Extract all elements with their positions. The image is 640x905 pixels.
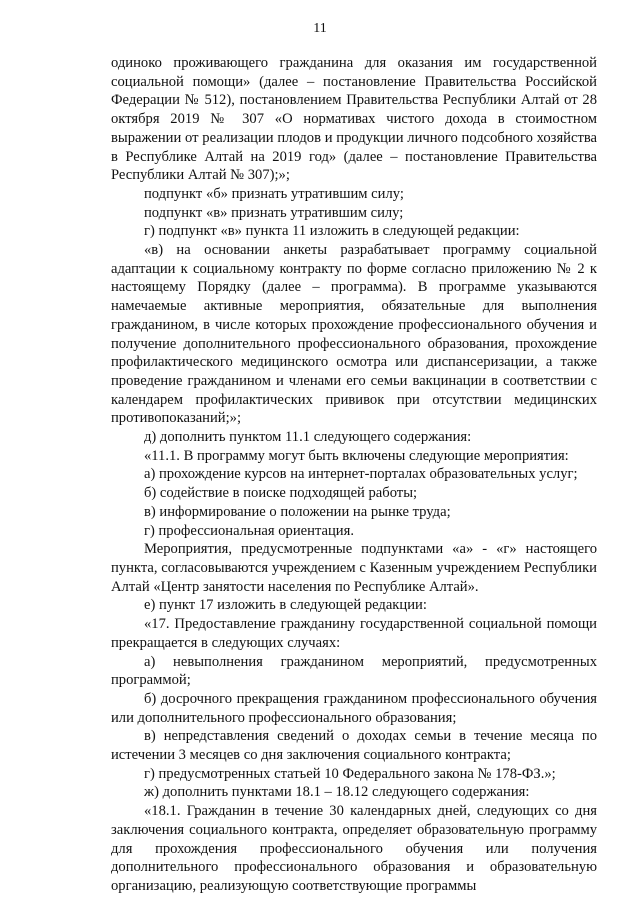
paragraph-17: в) непредставления сведений о доходах семьи в течение месяца по истечении 3 месяцев со дня заключения социального контракта;: [111, 728, 597, 764]
paragraph-7: «11.1. В программу могут быть включены следующие мероприятия:: [144, 447, 569, 464]
paragraph-3: подпункт «в» признать утратившим силу;: [144, 204, 404, 221]
paragraph-2: подпункт «б» признать утратившим силу;: [144, 185, 404, 202]
paragraph-12: Мероприятия, предусмотренные подпунктами «а» - «г» настоящего пункта, согласовываются учреждением с Казенным учреждением Республики Алтай «Центр занятости населения по Республике Алтай».: [111, 541, 597, 595]
paragraph-4: г) подпункт «в» пункта 11 изложить в следующей редакции:: [144, 223, 520, 240]
paragraph-20: «18.1. Гражданин в течение 30 календарных дней, следующих со дня заключения социального контракта, определяет образовательную программу для прохождения профессионального обучения или получения дополнительного профессионального образования и образовательную организацию, реализующую соответствующие программы: [111, 803, 597, 894]
paragraph-6: д) дополнить пунктом 11.1 следующего содержания:: [144, 429, 472, 446]
document-body: [111, 54, 597, 896]
paragraph-11: г) профессиональная ориентация.: [144, 522, 354, 539]
paragraph-13: е) пункт 17 изложить в следующей редакции:: [144, 597, 427, 614]
page-number: 11: [313, 21, 327, 36]
paragraph-9: б) содействие в поиске подходящей работы;: [144, 485, 418, 502]
paragraph-18: г) предусмотренных статьей 10 Федерального закона № 178-ФЗ.»;: [144, 765, 556, 782]
paragraph-15: а) невыполнения гражданином мероприятий, предусмотренных программой;: [111, 653, 597, 689]
paragraph-19: ж) дополнить пунктами 18.1 – 18.12 следующего содержания:: [144, 784, 530, 801]
paragraph-10: в) информирование о положении на рынке труда;: [144, 503, 451, 520]
paragraph-16: б) досрочного прекращения гражданином профессионального обучения или дополнительного профессионального образования;: [111, 690, 597, 726]
paragraph-1: одиноко проживающего гражданина для оказания им государственной социальной помощи» (далее – постановление Правительства Российской Федерации № 512), постановлением Правительства Республики Алтай от 28 октября 2019 № 307 «О нормативах чистого дохода в стоимостном выражении от реализации плодов и продукции личного подсобного хозяйства в Республике Алтай на 2019 год» (далее – постановление Правительства Республики Алтай № 307);»;: [111, 55, 597, 184]
paragraph-8: а) прохождение курсов на интернет-порталах образовательных услуг;: [144, 466, 578, 483]
paragraph-14: «17. Предоставление гражданину государственной социальной помощи прекращается в следующих случаях:: [111, 616, 597, 651]
paragraph-5: «в) на основании анкеты разрабатывает программу социальной адаптации к социальному контракту по форме согласно приложению № 2 к настоящему Порядку (далее – программа). В программе указываются намечаемые активные мероприятия, обязательные для выполнения гражданином, в числе которых прохождение профессионального обучения и получение дополнительного профессионального образования, прохождение профилактического медицинского осмотра или диспансеризации, а также проведение гражданином и членами его семьи вакцинации в соответствии с календарем профилактических прививок при отсутствии медицинских противопоказаний;»;: [111, 242, 597, 427]
